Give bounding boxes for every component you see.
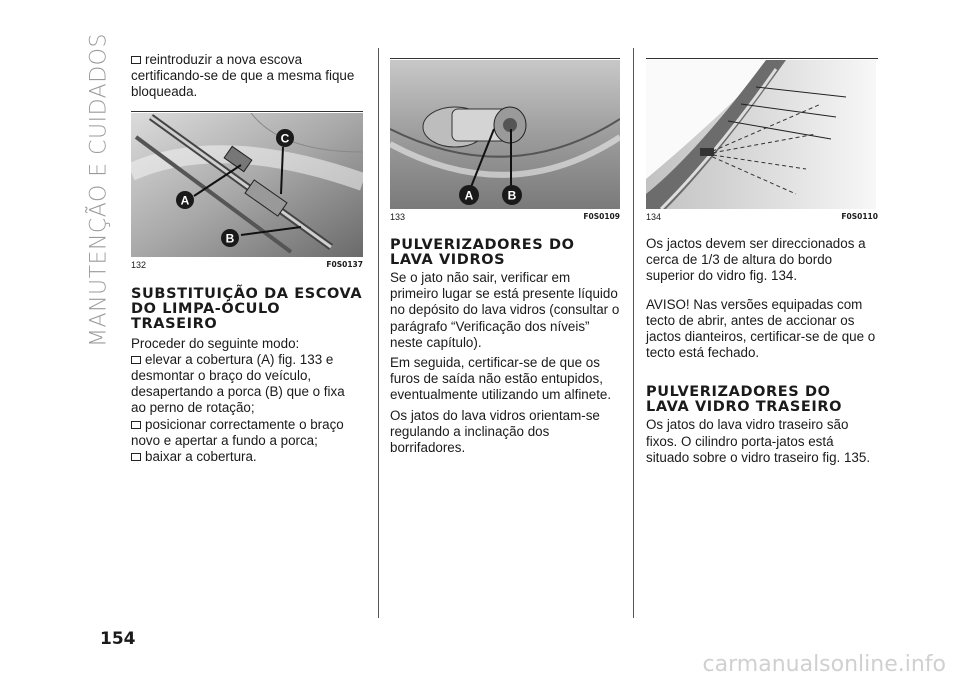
column-3 [646,58,878,466]
section-heading: PULVERIZADORES DO LAVA VIDRO TRASEIRO [646,384,843,416]
column-1 [131,52,363,465]
callout-c: C [280,131,290,146]
lead-text: Proceder do seguinte modo: [131,335,300,351]
callout-a: A [180,193,190,208]
callout-b: B [225,231,235,246]
figure-133-caption [390,212,620,222]
callout-b: B [507,188,517,203]
figure-134 [646,58,878,209]
bullet-icon [131,453,141,461]
section-side-title [74,33,124,347]
bullet-icon [131,421,141,429]
intro-bullet: reintroduzir a nova escova certificando-se de que a mesma fique bloqueada. [131,52,355,100]
bullet-icon [131,56,141,64]
bullet-item: baixar a cobertura. [131,449,363,465]
watermark: carmanualsonline.info [702,652,946,677]
wiper-blade-illustration [131,112,363,257]
warning-paragraph: AVISO! Nas versões equipadas com tecto de abrir, antes de accionar os jactos dianteiros, certificar-se de que o tecto está fechado. [646,296,876,361]
bullet-item: elevar a cobertura (A) fig. 133 e desmontar o braço do veículo, desapertando a porca (B) que o fixa ao perno de rotação; [131,351,345,416]
washer-nozzle-illustration [390,59,620,209]
windscreen-spray-illustration [646,59,876,209]
paragraph: Em seguida, certificar-se de que os furos de saída não estão entupidos, eventualmente utilizando um alfinete. [390,355,612,403]
bullet-icon [131,356,141,364]
figure-number: 133 [390,212,406,222]
paragraph: Os jatos do lava vidros orientam-se regulando a inclinação dos borrifadores. [390,407,600,456]
column-2 [390,58,620,456]
figure-code: F0S0137 [326,259,363,269]
section-heading: PULVERIZADORES DO LAVA VIDROS [390,237,575,268]
section-heading: SUBSTITUIÇÃO DA ESCOVA DO LIMPA-ÓCULO TRASEIRO [131,285,363,332]
paragraph: Os jatos do lava vidro traseiro são fixos. O cilindro porta-jatos está situado sobre o vidro traseiro fig. 135. [646,417,871,465]
figure-132 [131,111,363,257]
figure-132-caption [131,260,363,270]
figure-number: 132 [131,259,147,270]
section-title-text: MANUTENÇÃO E CUIDADOS [86,33,112,347]
page-number: 154 [100,629,136,649]
figure-133 [390,58,620,209]
figure-code: F0S0109 [583,212,620,221]
column-divider-1 [378,48,379,618]
figure-134-caption [646,212,878,222]
callout-a: A [464,188,474,203]
bullet-item: posicionar correctamente o braço novo e apertar a fundo a porca; [131,416,344,448]
paragraph: Se o jato não sair, verificar em primeiro lugar se está presente líquido no depósito do lava vidros (consultar o parágrafo “Verificação dos níveis” neste capítulo). [390,270,620,350]
paragraph: Os jactos devem ser direccionados a cerca de 1/3 de altura do bordo superior do vidro fig. 134. [646,236,866,284]
figure-code: F0S0110 [841,212,878,221]
column-divider-2 [633,48,634,618]
figure-number: 134 [646,212,662,222]
